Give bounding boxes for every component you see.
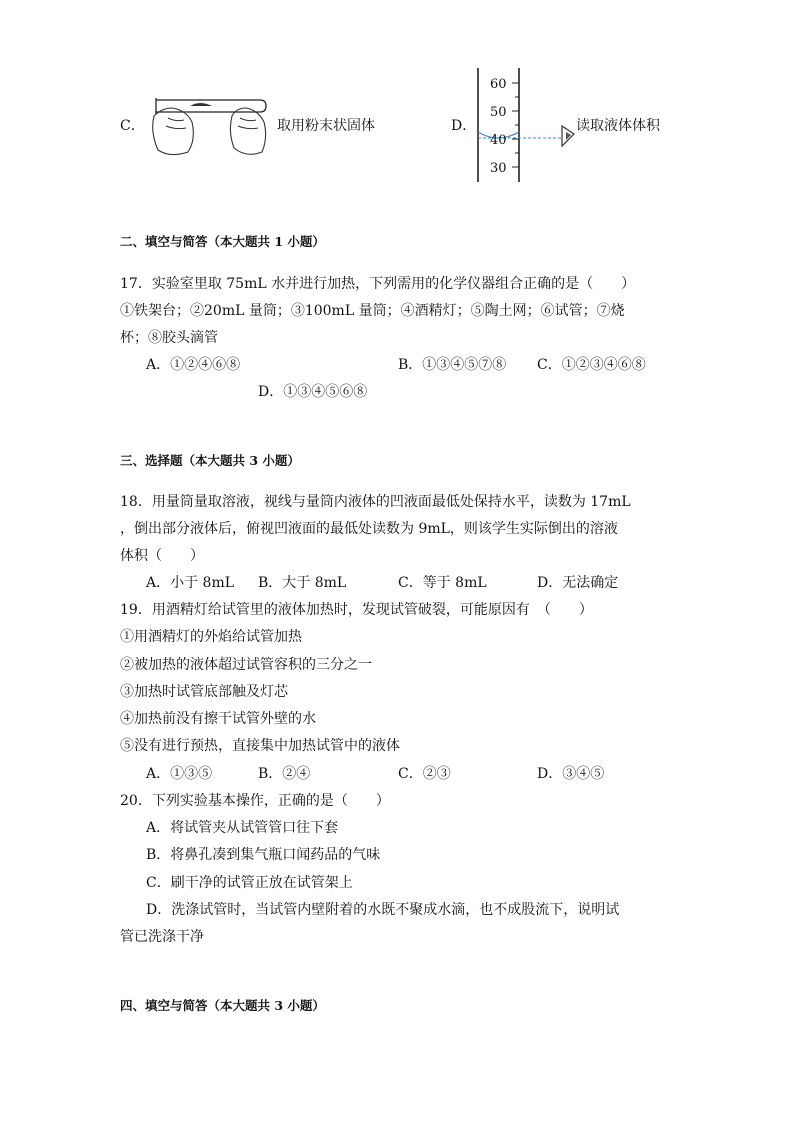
q17-option-d: D．①③④⑤⑥⑧ (258, 384, 368, 400)
q18-line3: 体积（ ） (120, 548, 204, 564)
q18-option-c: C．等于 8mL (398, 575, 487, 591)
q19-item-3: ③加热时试管底部触及灯芯 (120, 684, 288, 700)
q18-line2: ，倒出部分液体后，俯视凹液面的最低处读数为 9mL，则该学生实际倒出的溶液 (120, 521, 618, 537)
q19-option-a: A．①③⑤ (146, 766, 213, 782)
q19-option-c: C．②③ (398, 766, 451, 782)
q20-option-c: C．刷干净的试管正放在试管架上 (146, 875, 353, 891)
section-4-heading: 四、填空与简答（本大题共 3 小题） (120, 998, 325, 1013)
q19-item-5: ⑤没有进行预热，直接集中加热试管中的液体 (120, 738, 400, 754)
q20-stem: 20．下列实验基本操作，正确的是（ ） (120, 793, 390, 809)
q19-option-d: D．③④⑤ (537, 766, 605, 782)
q19-item-2: ②被加热的液体超过试管容积的三分之一 (120, 657, 372, 673)
q19-item-4: ④加热前没有擦干试管外壁的水 (120, 711, 316, 727)
q18-line1: 18．用量筒量取溶液，视线与量筒内液体的凹液面最低处保持水平，读数为 17mL (120, 494, 631, 510)
q20-option-b: B．将鼻孔凑到集气瓶口闻药品的气味 (146, 847, 381, 863)
q18-option-b: B．大于 8mL (258, 575, 347, 591)
q18-option-a: A．小于 8mL (146, 575, 235, 591)
q19-item-1: ①用酒精灯的外焰给试管加热 (120, 629, 302, 645)
q19-option-b: B．②④ (258, 766, 311, 782)
q17-line2: ①铁架台；②20mL 量筒；③100mL 量筒；④酒精灯；⑤陶土网；⑥试管；⑦烧 (120, 303, 625, 319)
section-2-heading: 二、填空与简答（本大题共 1 小题） (120, 234, 325, 249)
q20-option-a: A．将试管夹从试管管口往下套 (146, 820, 339, 836)
q19-stem: 19．用酒精灯给试管里的液体加热时，发现试管破裂，可能原因有 （ ） (120, 602, 593, 618)
option-c-caption: 取用粉末状固体 (277, 118, 375, 134)
q17-option-b: B．①③④⑤⑦⑧ (398, 357, 507, 373)
q18-option-d: D．无法确定 (537, 575, 619, 591)
q17-stem: 17．实验室里取 75mL 水并进行加热，下列需用的化学仪器组合正确的是（ ） (120, 276, 636, 292)
option-d-letter: D． (451, 118, 477, 134)
option-d-caption: 读取液体体积 (576, 118, 660, 134)
cylinder-mark-30: 30 (490, 161, 507, 176)
q17-option-a: A．①②④⑥⑧ (146, 357, 241, 373)
q17-line3: 杯；⑧胶头滴管 (120, 330, 218, 346)
cylinder-mark-40: 40 (490, 133, 507, 148)
q17-option-c: C．①②③④⑥⑧ (537, 357, 646, 373)
q20-option-d-line1: D．洗涤试管时，当试管内壁附着的水既不聚成水滴，也不成股流下，说明试 (146, 902, 620, 918)
q20-option-d-line2: 管已洗涤干净 (120, 929, 204, 945)
option-c-letter: C． (120, 118, 145, 134)
powder-test-tube-figure (148, 92, 268, 160)
section-3-heading: 三、选择题（本大题共 3 小题） (120, 453, 300, 468)
cylinder-mark-50: 50 (490, 105, 507, 120)
cylinder-mark-60: 60 (490, 77, 507, 92)
